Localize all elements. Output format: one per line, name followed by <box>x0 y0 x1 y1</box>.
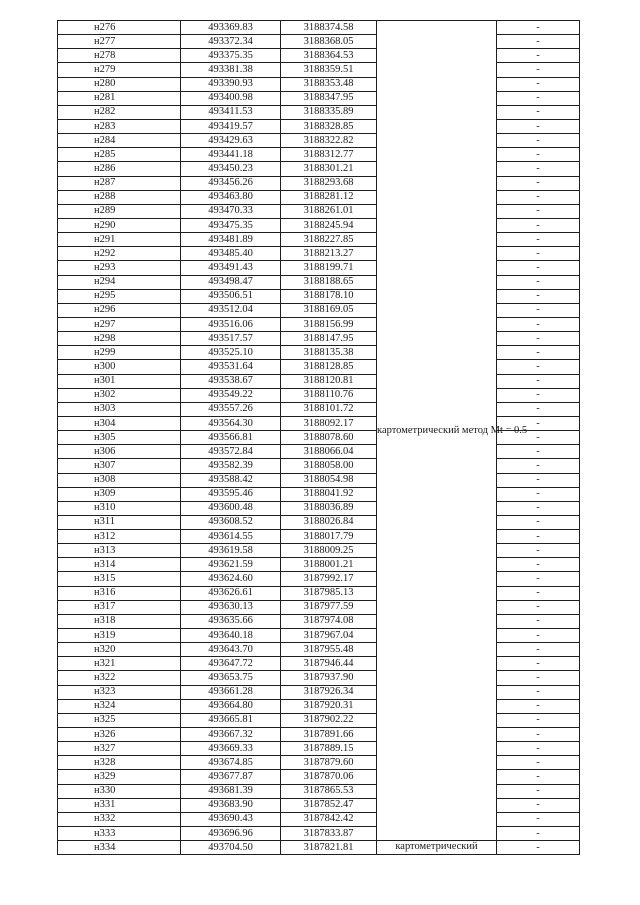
x-coordinate-cell: 493381.38 <box>181 63 281 77</box>
y-coordinate-cell: 3188026.84 <box>281 515 377 529</box>
x-coordinate-cell: 493626.61 <box>181 586 281 600</box>
point-id-cell: н288 <box>58 190 181 204</box>
point-id-cell: н318 <box>58 614 181 628</box>
table-row <box>58 91 580 105</box>
x-coordinate-cell: 493566.81 <box>181 431 281 445</box>
y-coordinate-cell: 3188301.21 <box>281 162 377 176</box>
x-coordinate-cell: 493643.70 <box>181 643 281 657</box>
dash-cell: - <box>497 21 580 35</box>
table-row <box>58 515 580 529</box>
dash-cell: - <box>497 445 580 459</box>
x-coordinate-cell: 493614.55 <box>181 530 281 544</box>
dash-cell: - <box>497 600 580 614</box>
dash-cell: - <box>497 699 580 713</box>
y-coordinate-cell: 3188312.77 <box>281 148 377 162</box>
table-row <box>58 798 580 812</box>
point-id-cell: н326 <box>58 728 181 742</box>
dash-cell: - <box>497 218 580 232</box>
dash-cell: - <box>497 756 580 770</box>
table-row <box>58 204 580 218</box>
point-id-cell: н294 <box>58 275 181 289</box>
table-row <box>58 685 580 699</box>
table-row <box>58 162 580 176</box>
point-id-cell: н280 <box>58 77 181 91</box>
x-coordinate-cell: 493683.90 <box>181 798 281 812</box>
y-coordinate-cell: 3187926.34 <box>281 685 377 699</box>
point-id-cell: н329 <box>58 770 181 784</box>
y-coordinate-cell: 3188041.92 <box>281 487 377 501</box>
table-row <box>58 218 580 232</box>
y-coordinate-cell: 3188156.99 <box>281 317 377 331</box>
point-id-cell: н334 <box>58 841 181 855</box>
dash-cell: - <box>497 204 580 218</box>
y-coordinate-cell: 3188066.04 <box>281 445 377 459</box>
x-coordinate-cell: 493506.51 <box>181 289 281 303</box>
x-coordinate-cell: 493630.13 <box>181 600 281 614</box>
x-coordinate-cell: 493538.67 <box>181 374 281 388</box>
x-coordinate-cell: 493516.06 <box>181 317 281 331</box>
y-coordinate-cell: 3187937.90 <box>281 671 377 685</box>
y-coordinate-cell: 3187889.15 <box>281 742 377 756</box>
table-row <box>58 530 580 544</box>
dash-cell: - <box>497 614 580 628</box>
y-coordinate-cell: 3187870.06 <box>281 770 377 784</box>
dash-cell: - <box>497 416 580 430</box>
y-coordinate-cell: 3188347.95 <box>281 91 377 105</box>
point-id-cell: н302 <box>58 388 181 402</box>
y-coordinate-cell: 3187920.31 <box>281 699 377 713</box>
point-id-cell: н324 <box>58 699 181 713</box>
point-id-cell: н284 <box>58 134 181 148</box>
table-row <box>58 332 580 346</box>
dash-cell: - <box>497 275 580 289</box>
y-coordinate-cell: 3188169.05 <box>281 303 377 317</box>
x-coordinate-cell: 493400.98 <box>181 91 281 105</box>
point-id-cell: н286 <box>58 162 181 176</box>
point-id-cell: н309 <box>58 487 181 501</box>
point-id-cell: н283 <box>58 119 181 133</box>
dash-cell: - <box>497 629 580 643</box>
y-coordinate-cell: 3188353.48 <box>281 77 377 91</box>
point-id-cell: н296 <box>58 303 181 317</box>
dash-cell: - <box>497 247 580 261</box>
point-id-cell: н301 <box>58 374 181 388</box>
point-id-cell: н319 <box>58 629 181 643</box>
point-id-cell: н328 <box>58 756 181 770</box>
table-row <box>58 346 580 360</box>
point-id-cell: н276 <box>58 21 181 35</box>
dash-cell: - <box>497 530 580 544</box>
y-coordinate-cell: 3188101.72 <box>281 402 377 416</box>
table-row <box>58 600 580 614</box>
y-coordinate-cell: 3188017.79 <box>281 530 377 544</box>
y-coordinate-cell: 3187879.60 <box>281 756 377 770</box>
dash-cell: - <box>497 685 580 699</box>
x-coordinate-cell: 493619.58 <box>181 544 281 558</box>
y-coordinate-cell: 3188147.95 <box>281 332 377 346</box>
point-id-cell: н333 <box>58 827 181 841</box>
y-coordinate-cell: 3188120.81 <box>281 374 377 388</box>
table-row <box>58 643 580 657</box>
y-coordinate-cell: 3187955.48 <box>281 643 377 657</box>
dash-cell: - <box>497 572 580 586</box>
table-row <box>58 812 580 826</box>
point-id-cell: н325 <box>58 713 181 727</box>
y-coordinate-cell: 3188293.68 <box>281 176 377 190</box>
dash-cell: - <box>497 346 580 360</box>
x-coordinate-cell: 493491.43 <box>181 261 281 275</box>
dash-cell: - <box>497 544 580 558</box>
point-id-cell: н317 <box>58 600 181 614</box>
table-row <box>58 756 580 770</box>
dash-cell: - <box>497 713 580 727</box>
point-id-cell: н320 <box>58 643 181 657</box>
x-coordinate-cell: 493441.18 <box>181 148 281 162</box>
y-coordinate-cell: 3188213.27 <box>281 247 377 261</box>
y-coordinate-cell: 3187992.17 <box>281 572 377 586</box>
point-id-cell: н315 <box>58 572 181 586</box>
dash-cell: - <box>497 473 580 487</box>
table-row <box>58 105 580 119</box>
table-row <box>58 713 580 727</box>
x-coordinate-cell: 493624.60 <box>181 572 281 586</box>
y-coordinate-cell: 3188110.76 <box>281 388 377 402</box>
y-coordinate-cell: 3188135.38 <box>281 346 377 360</box>
table-row <box>58 134 580 148</box>
x-coordinate-cell: 493429.63 <box>181 134 281 148</box>
dash-cell: - <box>497 643 580 657</box>
table-row <box>58 671 580 685</box>
table-row <box>58 49 580 63</box>
y-coordinate-cell: 3187865.53 <box>281 784 377 798</box>
x-coordinate-cell: 493512.04 <box>181 303 281 317</box>
table-row <box>58 501 580 515</box>
point-id-cell: н327 <box>58 742 181 756</box>
table-row <box>58 827 580 841</box>
x-coordinate-cell: 493411.53 <box>181 105 281 119</box>
y-coordinate-cell: 3187974.08 <box>281 614 377 628</box>
table-row <box>58 119 580 133</box>
x-coordinate-cell: 493674.85 <box>181 756 281 770</box>
x-coordinate-cell: 493390.93 <box>181 77 281 91</box>
dash-cell: - <box>497 261 580 275</box>
x-coordinate-cell: 493475.35 <box>181 218 281 232</box>
x-coordinate-cell: 493588.42 <box>181 473 281 487</box>
y-coordinate-cell: 3188368.05 <box>281 35 377 49</box>
point-id-cell: н321 <box>58 657 181 671</box>
y-coordinate-cell: 3187833.87 <box>281 827 377 841</box>
dash-cell: - <box>497 289 580 303</box>
dash-cell: - <box>497 190 580 204</box>
y-coordinate-cell: 3187946.44 <box>281 657 377 671</box>
x-coordinate-cell: 493690.43 <box>181 812 281 826</box>
dash-cell: - <box>497 332 580 346</box>
dash-cell: - <box>497 176 580 190</box>
dash-cell: - <box>497 515 580 529</box>
dash-cell: - <box>497 728 580 742</box>
y-coordinate-cell: 3188078.60 <box>281 431 377 445</box>
table-row <box>58 374 580 388</box>
table-row <box>58 77 580 91</box>
table-row <box>58 289 580 303</box>
dash-cell: - <box>497 657 580 671</box>
x-coordinate-cell: 493696.96 <box>181 827 281 841</box>
point-id-cell: н304 <box>58 416 181 430</box>
table-row <box>58 614 580 628</box>
dash-cell: - <box>497 459 580 473</box>
y-coordinate-cell: 3187967.04 <box>281 629 377 643</box>
y-coordinate-cell: 3187842.42 <box>281 812 377 826</box>
method-note-cell: картометрический метод Mt = 0.5 <box>377 21 497 841</box>
table-row <box>58 445 580 459</box>
point-id-cell: н285 <box>58 148 181 162</box>
x-coordinate-cell: 493531.64 <box>181 360 281 374</box>
table-row <box>58 770 580 784</box>
dash-cell: - <box>497 162 580 176</box>
x-coordinate-cell: 493640.18 <box>181 629 281 643</box>
y-coordinate-cell: 3188374.58 <box>281 21 377 35</box>
point-id-cell: н295 <box>58 289 181 303</box>
y-coordinate-cell: 3187852.47 <box>281 798 377 812</box>
y-coordinate-cell: 3188054.98 <box>281 473 377 487</box>
x-coordinate-cell: 493635.66 <box>181 614 281 628</box>
point-id-cell: н313 <box>58 544 181 558</box>
y-coordinate-cell: 3187821.81 <box>281 841 377 855</box>
dash-cell: - <box>497 798 580 812</box>
dash-cell: - <box>497 742 580 756</box>
x-coordinate-cell: 493647.72 <box>181 657 281 671</box>
y-coordinate-cell: 3188036.89 <box>281 501 377 515</box>
dash-cell: - <box>497 91 580 105</box>
y-coordinate-cell: 3188335.89 <box>281 105 377 119</box>
point-id-cell: н292 <box>58 247 181 261</box>
table-row <box>58 247 580 261</box>
point-id-cell: н314 <box>58 558 181 572</box>
y-coordinate-cell: 3188058.00 <box>281 459 377 473</box>
x-coordinate-cell: 493369.83 <box>181 21 281 35</box>
table-row <box>58 317 580 331</box>
y-coordinate-cell: 3187977.59 <box>281 600 377 614</box>
x-coordinate-cell: 493564.30 <box>181 416 281 430</box>
table-row <box>58 657 580 671</box>
point-id-cell: н290 <box>58 218 181 232</box>
table-row <box>58 742 580 756</box>
table-row <box>58 261 580 275</box>
table-row <box>58 21 580 35</box>
x-coordinate-cell: 493704.50 <box>181 841 281 855</box>
dash-cell: - <box>497 233 580 247</box>
x-coordinate-cell: 493375.35 <box>181 49 281 63</box>
y-coordinate-cell: 3188227.85 <box>281 233 377 247</box>
method-note-cell: картометрический <box>377 841 497 855</box>
point-id-cell: н323 <box>58 685 181 699</box>
point-id-cell: н289 <box>58 204 181 218</box>
y-coordinate-cell: 3187902.22 <box>281 713 377 727</box>
y-coordinate-cell: 3188281.12 <box>281 190 377 204</box>
table-row <box>58 63 580 77</box>
point-id-cell: н308 <box>58 473 181 487</box>
y-coordinate-cell: 3188092.17 <box>281 416 377 430</box>
table-row <box>58 176 580 190</box>
x-coordinate-cell: 493456.26 <box>181 176 281 190</box>
x-coordinate-cell: 493470.33 <box>181 204 281 218</box>
x-coordinate-cell: 493608.52 <box>181 515 281 529</box>
x-coordinate-cell: 493677.87 <box>181 770 281 784</box>
point-id-cell: н281 <box>58 91 181 105</box>
x-coordinate-cell: 493485.40 <box>181 247 281 261</box>
dash-cell: - <box>497 77 580 91</box>
dash-cell: - <box>497 827 580 841</box>
dash-cell: - <box>497 402 580 416</box>
dash-cell: - <box>497 119 580 133</box>
dash-cell: - <box>497 501 580 515</box>
table-row <box>58 388 580 402</box>
y-coordinate-cell: 3188322.82 <box>281 134 377 148</box>
table-row <box>58 699 580 713</box>
point-id-cell: н303 <box>58 402 181 416</box>
point-id-cell: н299 <box>58 346 181 360</box>
x-coordinate-cell: 493463.80 <box>181 190 281 204</box>
x-coordinate-cell: 493600.48 <box>181 501 281 515</box>
point-id-cell: н282 <box>58 105 181 119</box>
x-coordinate-cell: 493653.75 <box>181 671 281 685</box>
dash-cell: - <box>497 105 580 119</box>
dash-cell: - <box>497 374 580 388</box>
table-row <box>58 487 580 501</box>
point-id-cell: н298 <box>58 332 181 346</box>
dash-cell: - <box>497 388 580 402</box>
dash-cell: - <box>497 770 580 784</box>
dash-cell: - <box>497 431 580 445</box>
y-coordinate-cell: 3188009.25 <box>281 544 377 558</box>
x-coordinate-cell: 493664.80 <box>181 699 281 713</box>
coordinates-table-body <box>58 21 580 855</box>
table-row <box>58 558 580 572</box>
point-id-cell: н332 <box>58 812 181 826</box>
point-id-cell: н307 <box>58 459 181 473</box>
dash-cell: - <box>497 35 580 49</box>
x-coordinate-cell: 493372.34 <box>181 35 281 49</box>
dash-cell: - <box>497 63 580 77</box>
dash-cell: - <box>497 360 580 374</box>
dash-cell: - <box>497 303 580 317</box>
y-coordinate-cell: 3188359.51 <box>281 63 377 77</box>
x-coordinate-cell: 493582.39 <box>181 459 281 473</box>
dash-cell: - <box>497 586 580 600</box>
point-id-cell: н322 <box>58 671 181 685</box>
x-coordinate-cell: 493621.59 <box>181 558 281 572</box>
dash-cell: - <box>497 487 580 501</box>
coordinates-table <box>57 20 580 855</box>
table-row <box>58 728 580 742</box>
point-id-cell: н316 <box>58 586 181 600</box>
x-coordinate-cell: 493661.28 <box>181 685 281 699</box>
x-coordinate-cell: 493681.39 <box>181 784 281 798</box>
y-coordinate-cell: 3188128.85 <box>281 360 377 374</box>
point-id-cell: н277 <box>58 35 181 49</box>
x-coordinate-cell: 493669.33 <box>181 742 281 756</box>
x-coordinate-cell: 493549.22 <box>181 388 281 402</box>
table-row <box>58 841 580 855</box>
table-row <box>58 544 580 558</box>
dash-cell: - <box>497 49 580 63</box>
point-id-cell: н306 <box>58 445 181 459</box>
x-coordinate-cell: 493450.23 <box>181 162 281 176</box>
table-row <box>58 402 580 416</box>
table-row <box>58 233 580 247</box>
x-coordinate-cell: 493481.89 <box>181 233 281 247</box>
y-coordinate-cell: 3188188.65 <box>281 275 377 289</box>
dash-cell: - <box>497 558 580 572</box>
dash-cell: - <box>497 841 580 855</box>
table-row <box>58 190 580 204</box>
table-row <box>58 303 580 317</box>
x-coordinate-cell: 493665.81 <box>181 713 281 727</box>
table-row <box>58 784 580 798</box>
x-coordinate-cell: 493419.57 <box>181 119 281 133</box>
x-coordinate-cell: 493557.26 <box>181 402 281 416</box>
x-coordinate-cell: 493667.32 <box>181 728 281 742</box>
point-id-cell: н311 <box>58 515 181 529</box>
y-coordinate-cell: 3188261.01 <box>281 204 377 218</box>
y-coordinate-cell: 3188178.10 <box>281 289 377 303</box>
point-id-cell: н331 <box>58 798 181 812</box>
y-coordinate-cell: 3187985.13 <box>281 586 377 600</box>
table-row <box>58 473 580 487</box>
point-id-cell: н279 <box>58 63 181 77</box>
table-row <box>58 586 580 600</box>
table-row <box>58 35 580 49</box>
point-id-cell: н312 <box>58 530 181 544</box>
table-row <box>58 459 580 473</box>
dash-cell: - <box>497 671 580 685</box>
y-coordinate-cell: 3188328.85 <box>281 119 377 133</box>
dash-cell: - <box>497 317 580 331</box>
point-id-cell: н278 <box>58 49 181 63</box>
point-id-cell: н330 <box>58 784 181 798</box>
table-row <box>58 572 580 586</box>
x-coordinate-cell: 493498.47 <box>181 275 281 289</box>
y-coordinate-cell: 3188364.53 <box>281 49 377 63</box>
dash-cell: - <box>497 148 580 162</box>
dash-cell: - <box>497 134 580 148</box>
point-id-cell: н293 <box>58 261 181 275</box>
x-coordinate-cell: 493572.84 <box>181 445 281 459</box>
x-coordinate-cell: 493595.46 <box>181 487 281 501</box>
point-id-cell: н297 <box>58 317 181 331</box>
dash-cell: - <box>497 784 580 798</box>
y-coordinate-cell: 3188245.94 <box>281 218 377 232</box>
point-id-cell: н291 <box>58 233 181 247</box>
y-coordinate-cell: 3188001.21 <box>281 558 377 572</box>
y-coordinate-cell: 3187891.66 <box>281 728 377 742</box>
y-coordinate-cell: 3188199.71 <box>281 261 377 275</box>
point-id-cell: н305 <box>58 431 181 445</box>
point-id-cell: н310 <box>58 501 181 515</box>
x-coordinate-cell: 493517.57 <box>181 332 281 346</box>
table-row <box>58 275 580 289</box>
table-row <box>58 629 580 643</box>
point-id-cell: н287 <box>58 176 181 190</box>
dash-cell: - <box>497 812 580 826</box>
table-row <box>58 360 580 374</box>
table-row <box>58 148 580 162</box>
x-coordinate-cell: 493525.10 <box>181 346 281 360</box>
point-id-cell: н300 <box>58 360 181 374</box>
